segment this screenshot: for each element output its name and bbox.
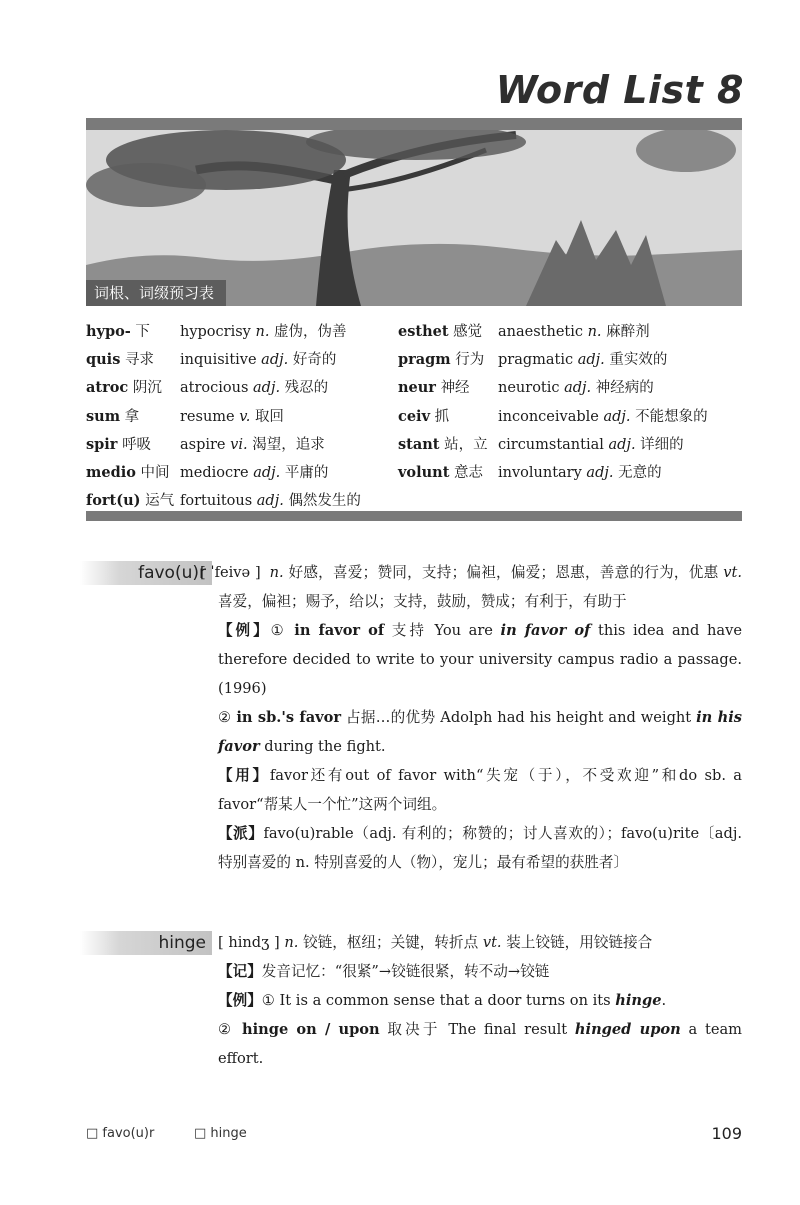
checkbox-hinge[interactable]: □ hinge <box>194 1126 247 1141</box>
root-meaning: 抓 <box>434 408 450 425</box>
hinge-example-1: 【例】① It is a common sense that a door turns on its hinge. <box>218 992 667 1009</box>
root-row <box>86 403 742 431</box>
word-definition: 取回 <box>254 408 284 425</box>
example-word-cell <box>498 431 684 459</box>
headword-hinge: hinge <box>80 931 212 955</box>
part-of-speech: adj. <box>564 380 592 397</box>
word-definition: 神经病的 <box>595 380 654 397</box>
root-cell <box>398 459 483 487</box>
part-of-speech: v. <box>239 408 251 425</box>
example-word-cell <box>498 459 662 487</box>
word-definition: 重实效的 <box>609 352 668 369</box>
part-of-speech: adj. <box>261 352 289 369</box>
example-word-cell <box>498 318 650 346</box>
example-word-cell <box>180 318 347 346</box>
root-meaning: 中间 <box>140 464 170 481</box>
root-text: atroc <box>86 379 129 397</box>
example-word: neurotic <box>498 380 560 397</box>
word-definition: 平庸的 <box>284 464 329 481</box>
part-of-speech: n. <box>587 324 602 340</box>
example-word: fortuitous <box>180 493 253 510</box>
root-cell <box>86 459 170 487</box>
part-of-speech: n. <box>255 324 270 340</box>
example-word-cell <box>498 403 708 431</box>
root-cell <box>398 318 482 346</box>
banner-label: 词根、词缀预习表 <box>86 280 226 306</box>
word-definition: 不能想象的 <box>635 408 708 425</box>
hinge-memory: 【记】发音记忆：“很紧”→铰链很紧，转不动→铰链 <box>218 963 550 980</box>
favor-example-1: 【例】① in favor of 支持 You are in favor of this idea and have therefore decided to write to your university campus radio a passage. (1996) <box>218 622 742 697</box>
example-word: resume <box>180 408 235 425</box>
word-definition: 虚伪，伪善 <box>274 324 347 340</box>
root-text: sum <box>86 407 121 425</box>
root-meaning: 意志 <box>454 464 483 481</box>
banner-image <box>86 130 742 306</box>
hinge-definition: [ hindʒ ] n. 铰链，枢纽；关键，转折点 vt. 装上铰链，用铰链接合 <box>218 934 653 951</box>
root-row <box>86 318 742 346</box>
part-of-speech: adj. <box>586 464 614 481</box>
root-text: quis <box>86 351 121 369</box>
root-text: volunt <box>398 463 450 481</box>
example-word-cell <box>498 374 654 402</box>
example-word: inconceivable <box>498 408 599 425</box>
part-of-speech: adj. <box>603 408 631 425</box>
part-of-speech: adj. <box>608 436 636 453</box>
example-word: atrocious <box>180 380 249 397</box>
root-row <box>86 346 742 374</box>
root-text: medio <box>86 463 136 481</box>
word-definition: 残忍的 <box>284 380 329 397</box>
favor-example-2: ② in sb.'s favor 占据…的优势 Adolph had his height and weight in his favor during the fight. <box>218 709 743 755</box>
root-cell <box>86 403 139 431</box>
root-cell <box>86 318 150 346</box>
headword-favor: favo(u)r <box>80 561 212 585</box>
part-of-speech: adj. <box>577 352 605 369</box>
root-meaning: 寻求 <box>124 352 154 369</box>
root-text: pragm <box>398 351 451 369</box>
word-definition: 麻醉剂 <box>606 324 650 340</box>
example-word: involuntary <box>498 464 582 481</box>
root-meaning: 下 <box>135 324 150 340</box>
example-word: pragmatic <box>498 352 574 369</box>
part-of-speech: adj. <box>253 464 281 481</box>
example-word: hypocrisy <box>180 324 251 340</box>
root-text: esthet <box>398 323 449 340</box>
example-word-cell <box>180 374 328 402</box>
entry-hinge <box>218 928 742 1073</box>
favor-definition: [ ˈfeivə ] n. 好感，喜爱；赞同，支持；偏袒，偏爱；恩惠，善意的行为，优惠 vt. 喜爱，偏袒；赐予，给以；支持，鼓励，赞成；有利于，有助于 <box>200 564 743 610</box>
root-row <box>86 459 742 487</box>
example-word-cell <box>180 346 336 374</box>
example-word-cell <box>180 403 284 431</box>
favor-usage: 【用】favor还有out of favor with“失宠（于），不受欢迎”和do sb. a favor“帮某人一个忙”这两个词组。 <box>218 767 742 813</box>
example-word-cell <box>498 346 667 374</box>
word-definition: 无意的 <box>618 464 662 481</box>
root-cell <box>86 346 154 374</box>
root-text: ceiv <box>398 407 430 425</box>
root-meaning: 拿 <box>124 408 140 425</box>
root-row <box>86 431 742 459</box>
root-cell <box>398 403 449 431</box>
favor-derivatives: 【派】favo(u)rable（adj. 有利的；称赞的；讨人喜欢的）；favo(u)rite〔adj. 特别喜爱的 n. 特别喜爱的人（物），宠儿；最有希望的获胜者〕 <box>218 825 742 871</box>
example-word-cell <box>180 431 325 459</box>
page-title: Word List 8 <box>495 68 744 112</box>
root-cell <box>86 374 162 402</box>
root-text: neur <box>398 379 436 397</box>
example-word: circumstantial <box>498 436 604 453</box>
example-word: anaesthetic <box>498 324 583 340</box>
word-definition: 渴望，追求 <box>252 436 325 453</box>
root-cell <box>398 374 470 402</box>
checkbox-favor[interactable]: □ favo(u)r <box>86 1126 155 1141</box>
root-text: hypo- <box>86 323 131 340</box>
root-cell <box>398 431 488 459</box>
part-of-speech: vi. <box>230 436 248 453</box>
example-word: mediocre <box>180 464 249 481</box>
root-row <box>86 374 742 402</box>
root-cell <box>398 346 484 374</box>
root-meaning: 阴沉 <box>132 380 162 397</box>
roots-table <box>86 318 742 515</box>
entry-favor <box>200 558 743 877</box>
root-text: fort(u) <box>86 492 141 510</box>
part-of-speech: adj. <box>256 493 284 510</box>
example-word: inquisitive <box>180 352 257 369</box>
root-meaning: 呼吸 <box>122 436 152 453</box>
page-number: 109 <box>711 1124 742 1143</box>
part-of-speech: adj. <box>253 380 281 397</box>
root-cell <box>86 431 151 459</box>
root-meaning: 运气 <box>145 493 175 510</box>
root-meaning: 行为 <box>455 352 485 369</box>
root-meaning: 感觉 <box>453 324 483 340</box>
root-meaning: 站，立 <box>444 436 488 453</box>
root-meaning: 神经 <box>440 380 470 397</box>
example-word-cell <box>180 459 328 487</box>
word-definition: 好奇的 <box>292 352 337 369</box>
root-text: spir <box>86 435 118 453</box>
example-word: aspire <box>180 436 226 453</box>
word-definition: 详细的 <box>640 436 684 453</box>
root-text: stant <box>398 435 440 453</box>
hinge-example-2: ② hinge on / upon 取决于 The final result hinged upon a team effort. <box>218 1021 743 1067</box>
bottom-rule <box>86 511 742 521</box>
word-definition: 偶然发生的 <box>288 493 361 510</box>
top-rule <box>86 118 742 130</box>
